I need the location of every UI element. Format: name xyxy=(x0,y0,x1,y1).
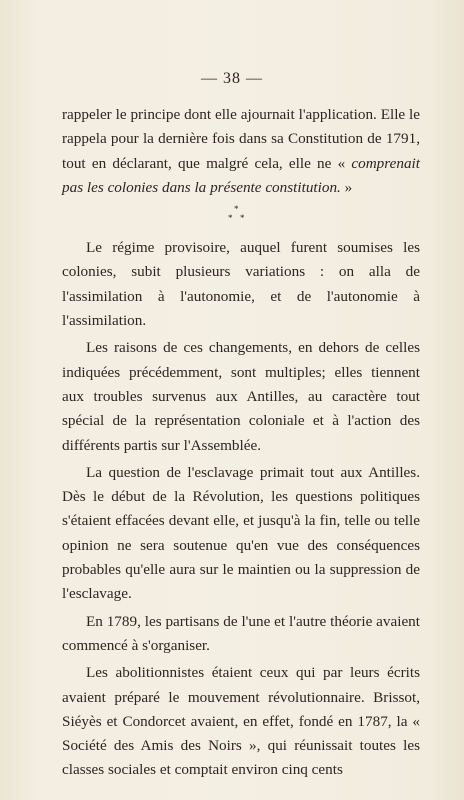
asterisk: * xyxy=(228,213,233,224)
quoted-italic-text: comprenait pas les colonies dans la présente constitution. xyxy=(62,154,420,196)
paragraph-continuation xyxy=(62,103,420,200)
asterisk: * xyxy=(234,204,239,215)
paragraph: La question de l'esclavage primait tout aux Antilles. Dès le début de la Révolution, les questions politiques s'étaient effacées devant elle, et jusqu'à la fin, telle ou telle opinion ne sera soutenue qu'en vue des conséquences probables qu'elle aura sur le maintien ou la suppression de l'esclavage. xyxy=(62,463,420,603)
closing-quote: » xyxy=(340,178,353,196)
paragraph: Le régime provisoire, auquel furent soumises les colonies, subit plusieurs variations : on alla de l'assimilation à l'autonomie, et de l'autonomie à l'assimilation. xyxy=(62,239,420,330)
page-text xyxy=(62,103,420,786)
paragraph: Les abolitionnistes étaient ceux qui par leurs écrits avaient préparé le mouvement révolutionnaire. Brissot, Siéyès et Condorcet avaient, en effet, fondé en 1787, la « Société des Amis des Noirs », qui réunissait toutes les classes sociales et comptait environ cinq cents xyxy=(62,664,420,779)
page-number: — 38 — xyxy=(201,70,263,87)
paragraph: En 1789, les partisans de l'une et l'autre théorie avaient commencé à s'organiser. xyxy=(62,612,420,654)
section-separator xyxy=(62,202,420,228)
paragraph: Les raisons de ces changements, en dehors de celles indiquées précédemment, sont multiples; elles tiennent aux troubles survenus aux Antilles, au caractère tout spécial de la représentation coloniale et à l'action des différents partis sur l'Assemblée. xyxy=(62,339,420,454)
paragraph-text: rappeler le principe dont elle ajournait l'application. Elle le rappela pour la dernière fois dans sa Constitution de 1791, tout en déclarant, que malgré cela, elle ne « xyxy=(62,106,420,172)
asterisk: * xyxy=(240,213,245,224)
